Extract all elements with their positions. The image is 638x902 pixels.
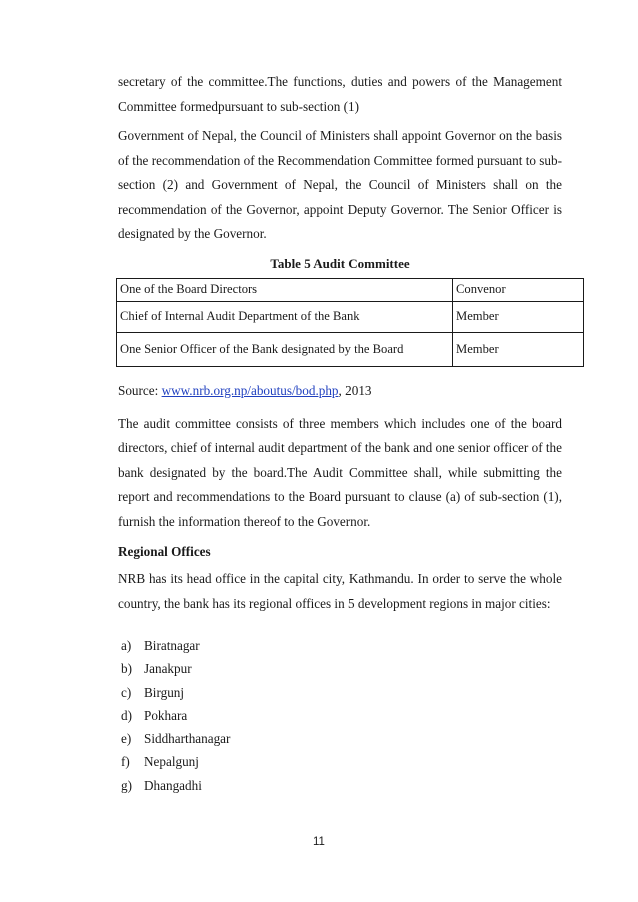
list-marker: d) — [121, 707, 132, 723]
office-name: Birgunj — [144, 684, 185, 700]
paragraph-governor-appointment: Government of Nepal, the Council of Ministers shall appoint Governor on the basis of the recommendation of the Recommendation Committee formed pursuant to sub-section (2) and Government of Nepal, the Council of Ministers shall on the recommendation of the Governor, appoint Deputy Governor. The Senior Officer is designated by the Governor. — [118, 128, 562, 241]
table-cell-role: Member — [453, 301, 584, 332]
table-cell-member: One of the Board Directors — [117, 278, 453, 301]
list-item — [121, 657, 562, 680]
source-citation — [118, 383, 562, 399]
table-cell-member: One Senior Officer of the Bank designated by the Board — [117, 332, 453, 366]
document-page — [118, 70, 562, 797]
table-row — [117, 332, 584, 366]
list-item — [121, 750, 562, 773]
page-number: 11 — [313, 836, 325, 848]
list-marker: a) — [121, 638, 132, 653]
list-item — [121, 727, 562, 750]
list-marker: c) — [121, 684, 132, 700]
office-name: Janakpur — [144, 661, 192, 677]
office-name: Pokhara — [144, 707, 188, 723]
regional-offices-list — [118, 634, 562, 797]
table-caption: Table 5 Audit Committee — [270, 255, 410, 271]
paragraph-audit-committee: The audit committee consists of three members which includes one of the board directors, chief of internal audit department of the bank and one senior officer of the bank designated by the board.The Audit Committee shall, while submitting the report and recommendations to the Board pursuant to clause (a) of sub-section (1), furnish the information thereof to the Governor. — [118, 415, 562, 529]
list-item — [121, 774, 562, 797]
table-cell-role: Convenor — [453, 278, 584, 301]
list-marker: f) — [121, 754, 130, 770]
office-name: Dhangadhi — [144, 777, 202, 793]
list-item — [121, 634, 562, 657]
list-item — [121, 704, 562, 727]
source-label: Source: — [118, 382, 159, 398]
list-item — [121, 681, 562, 704]
office-name: Nepalgunj — [144, 754, 199, 770]
table-row — [117, 301, 584, 332]
list-marker: e) — [121, 731, 132, 747]
source-link[interactable]: www.nrb.org.np/aboutus/bod.php — [161, 382, 339, 398]
section-heading-regional-offices: Regional Offices — [118, 544, 211, 559]
source-year: , 2013 — [338, 382, 372, 398]
office-name: Siddharthanagar — [144, 731, 231, 747]
table-cell-role: Member — [453, 332, 584, 366]
paragraph-head-office: NRB has its head office in the capital city, Kathmandu. In order to serve the whole country, the bank has its regional offices in 5 development regions in major cities: — [118, 571, 562, 611]
audit-committee-table — [116, 278, 584, 367]
office-name: Biratnagar — [144, 638, 200, 653]
table-cell-member: Chief of Internal Audit Department of the Bank — [117, 301, 453, 332]
paragraph-management-committee: secretary of the committee.The functions, duties and powers of the Management Committee formedpursuant to sub-section (1) — [118, 74, 562, 114]
list-marker: g) — [121, 777, 132, 793]
list-marker: b) — [121, 661, 132, 677]
table-row — [117, 278, 584, 301]
